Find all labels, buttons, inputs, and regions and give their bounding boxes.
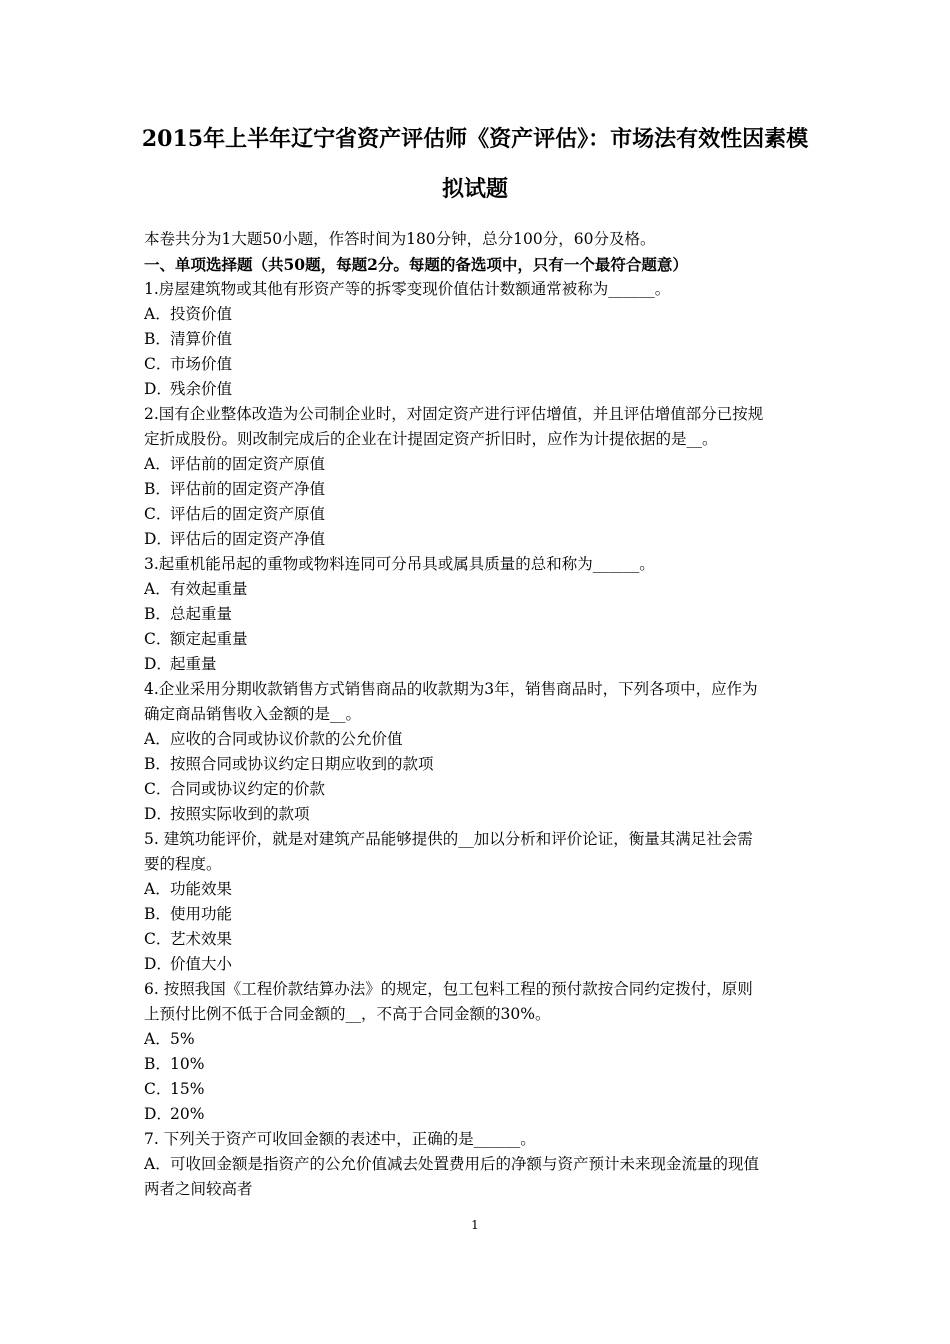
question-stem: 3.起重机能吊起的重物或物料连同可分吊具或属具质量的总和称为______。 <box>144 555 655 573</box>
option-text: 按照实际收到的款项 <box>170 805 310 823</box>
option-letter: D． <box>144 1105 172 1123</box>
option-b <box>144 327 816 352</box>
option-text: 评估后的固定资产原值 <box>170 505 326 523</box>
option-text: 评估前的固定资产原值 <box>170 455 326 473</box>
question-stem: 6. 按照我国《工程价款结算办法》的规定，包工包料工程的预付款按合同约定拨付，原则 <box>144 980 753 998</box>
option-text: 按照合同或协议约定日期应收到的款项 <box>170 755 434 773</box>
option-text: 5% <box>170 1030 195 1048</box>
option-c <box>144 627 816 652</box>
option-text: 应收的合同或协议价款的公允价值 <box>170 730 403 748</box>
option-letter: C． <box>144 355 172 373</box>
question-stem-cont: 定折成股份。则改制完成后的企业在计提固定资产折旧时，应作为计提依据的是__。 <box>144 430 718 448</box>
question-stem: 4.企业采用分期收款销售方式销售商品的收款期为3年，销售商品时，下列各项中，应作为 <box>144 680 758 698</box>
option-letter: D． <box>144 805 172 823</box>
option-letter: B． <box>144 480 171 498</box>
option-text: 清算价值 <box>170 330 233 348</box>
option-a <box>144 727 816 752</box>
option-b <box>144 752 816 777</box>
question-6 <box>144 977 816 1127</box>
option-text: 评估前的固定资产净值 <box>170 480 326 498</box>
option-letter: C． <box>144 505 172 523</box>
option-letter: D． <box>144 655 172 673</box>
option-text: 合同或协议约定的价款 <box>170 780 326 798</box>
question-stem-cont: 确定商品销售收入金额的是__。 <box>144 705 362 723</box>
option-d <box>144 952 816 977</box>
option-d <box>144 1102 816 1127</box>
question-stem: 1.房屋建筑物或其他有形资产等的拆零变现价值估计数额通常被称为______。 <box>144 280 671 298</box>
document-body <box>144 227 816 1202</box>
option-letter: C． <box>144 1080 172 1098</box>
option-text: 总起重量 <box>170 605 233 623</box>
document-title-line1: 2015年上半年辽宁省资产评估师《资产评估》：市场法有效性因素模 <box>141 126 809 152</box>
option-d <box>144 527 816 552</box>
question-stem-cont: 上预付比例不低于合同金额的__，不高于合同金额的30%。 <box>144 1005 551 1023</box>
section-heading: 一、单项选择题（共50题，每题2分。每题的备选项中，只有一个最符合题意） <box>144 255 688 274</box>
option-text: 10% <box>170 1055 205 1073</box>
option-text: 15% <box>170 1080 205 1098</box>
option-text: 可收回金额是指资产的公允价值减去处置费用后的净额与资产预计未来现金流量的现值 <box>170 1155 760 1173</box>
option-b <box>144 602 816 627</box>
question-stem-cont: 要的程度。 <box>144 855 222 873</box>
option-d <box>144 652 816 677</box>
option-letter: B． <box>144 1055 171 1073</box>
option-letter: A． <box>144 730 171 748</box>
option-letter: D． <box>144 380 172 398</box>
question-stem: 7. 下列关于资产可收回金额的表述中，正确的是______。 <box>144 1130 536 1148</box>
option-text: 使用功能 <box>170 905 233 923</box>
document-title-line2: 拟试题 <box>441 176 508 202</box>
option-letter: A． <box>144 455 171 473</box>
option-a <box>144 1027 816 1052</box>
option-a <box>144 1152 816 1177</box>
option-c <box>144 502 816 527</box>
option-letter: C． <box>144 630 172 648</box>
question-1 <box>144 277 816 402</box>
question-stem: 5. 建筑功能评价，就是对建筑产品能够提供的__加以分析和评价论证，衡量其满足社会需 <box>144 830 753 848</box>
option-letter: A． <box>144 305 171 323</box>
exam-intro: 本卷共分为1大题50小题，作答时间为180分钟，总分100分，60分及格。 <box>144 230 656 248</box>
option-text: 功能效果 <box>170 880 233 898</box>
option-letter: D． <box>144 955 172 973</box>
option-c <box>144 352 816 377</box>
question-2 <box>144 402 816 552</box>
option-letter: C． <box>144 930 172 948</box>
option-letter: B． <box>144 755 171 773</box>
question-stem: 2.国有企业整体改造为公司制企业时，对固定资产进行评估增值，并且评估增值部分已按规 <box>144 405 764 423</box>
option-a <box>144 302 816 327</box>
option-letter: A． <box>144 1155 171 1173</box>
option-letter: A． <box>144 580 171 598</box>
option-text: 额定起重量 <box>170 630 248 648</box>
option-d <box>144 802 816 827</box>
option-d <box>144 377 816 402</box>
option-a <box>144 577 816 602</box>
question-5 <box>144 827 816 977</box>
option-letter: C． <box>144 780 172 798</box>
option-b <box>144 1052 816 1077</box>
option-text-cont: 两者之间较高者 <box>144 1180 253 1198</box>
option-letter: B． <box>144 905 171 923</box>
question-4 <box>144 677 816 827</box>
option-text: 投资价值 <box>170 305 233 323</box>
option-c <box>144 1077 816 1102</box>
option-a <box>144 877 816 902</box>
option-letter: A． <box>144 880 171 898</box>
option-a <box>144 452 816 477</box>
option-c <box>144 927 816 952</box>
option-letter: D． <box>144 530 172 548</box>
option-text: 评估后的固定资产净值 <box>170 530 326 548</box>
option-text: 20% <box>170 1105 205 1123</box>
option-c <box>144 777 816 802</box>
option-text: 价值大小 <box>170 955 233 973</box>
option-text: 市场价值 <box>170 355 233 373</box>
option-letter: B． <box>144 330 171 348</box>
option-text: 残余价值 <box>170 380 233 398</box>
option-b <box>144 902 816 927</box>
page-number: 1 <box>471 1218 479 1232</box>
option-letter: B． <box>144 605 171 623</box>
option-text: 有效起重量 <box>170 580 248 598</box>
option-letter: A． <box>144 1030 171 1048</box>
option-text: 艺术效果 <box>170 930 233 948</box>
question-7 <box>144 1127 816 1202</box>
option-text: 起重量 <box>170 655 217 673</box>
option-b <box>144 477 816 502</box>
question-3 <box>144 552 816 677</box>
